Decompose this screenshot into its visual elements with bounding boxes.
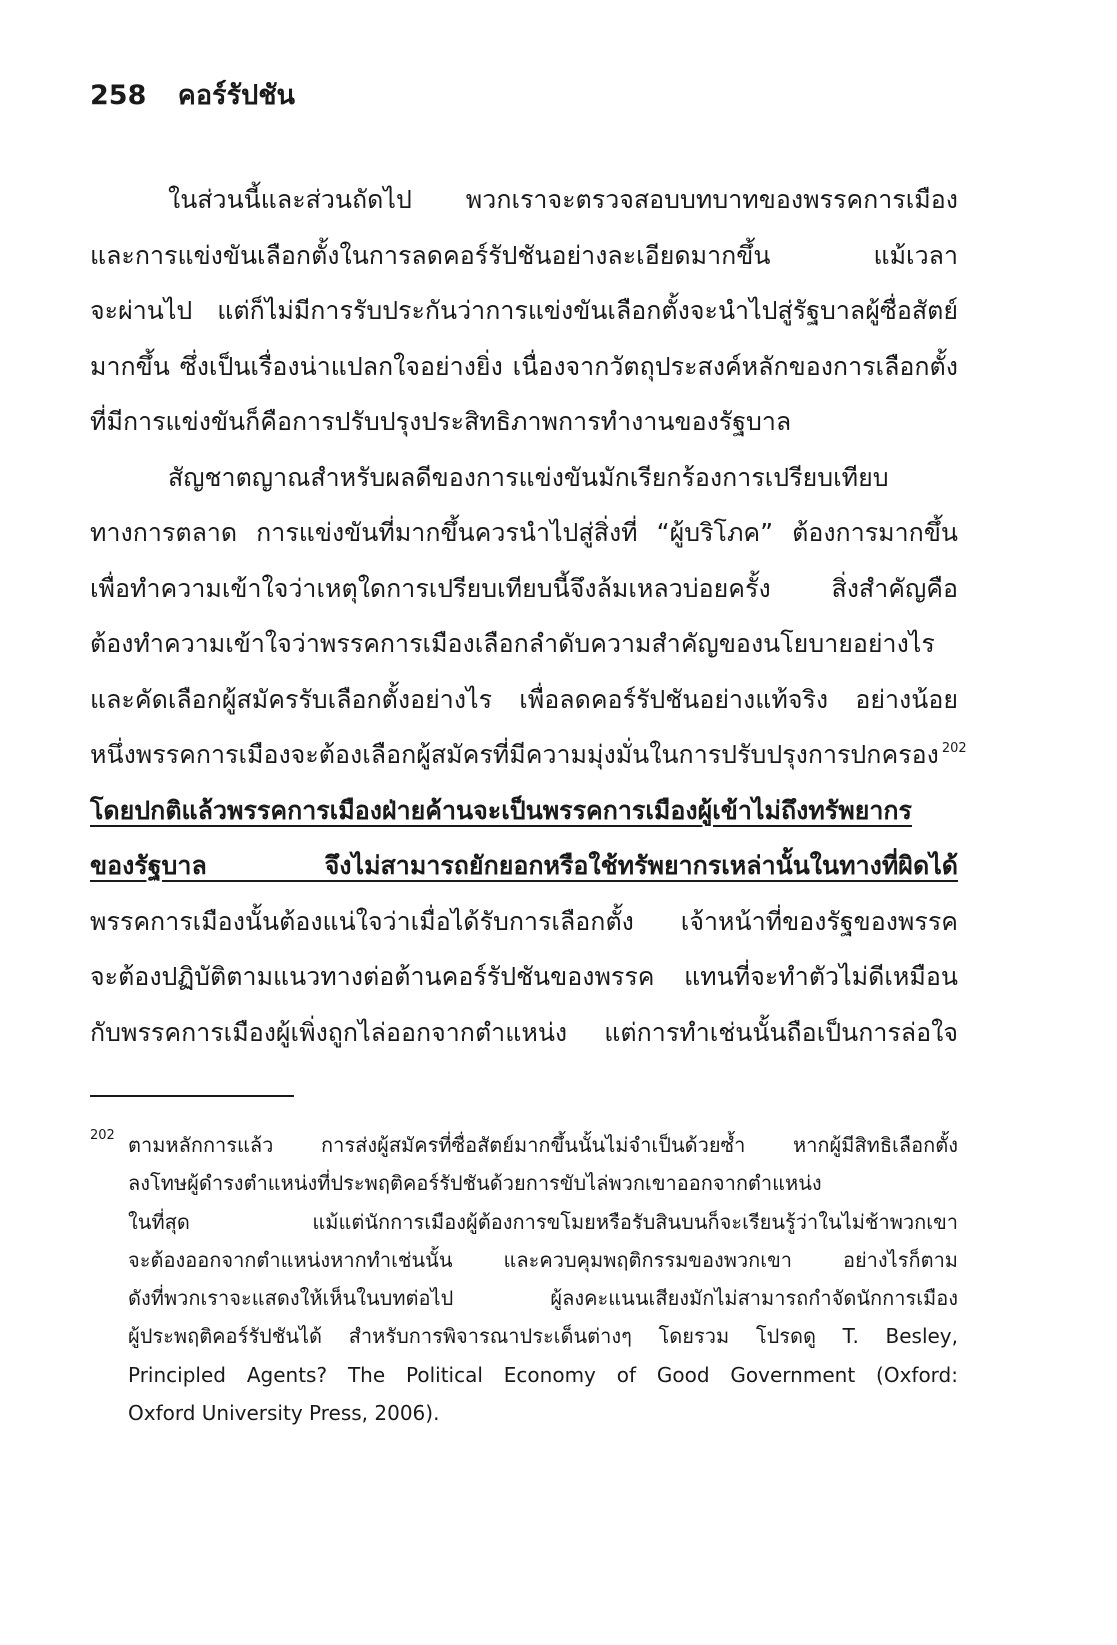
paragraph-line-text: หนึ่งพรรคการเมืองจะต้องเลือกผู้สมัครที่มีความมุ่งมั่นในการปรับปรุงการปกครอง — [90, 740, 939, 769]
footnote-divider — [90, 1095, 294, 1097]
running-title: คอร์รัปชัน — [177, 80, 295, 111]
footnote-line: ดังที่พวกเราจะแสดงให้เห็นในบทต่อไป ผู้ลงคะแนนเสียงมักไม่สามารถกำจัดนักการเมือง — [128, 1286, 958, 1311]
paragraph-line: ในส่วนนี้และส่วนถัดไป พวกเราจะตรวจสอบบทบาทของพรรคการเมือง — [168, 185, 958, 214]
paragraph-line: และการแข่งขันเลือกตั้งในการลดคอร์รัปชันอย่างละเอียดมากขึ้น แม้เวลา — [90, 240, 958, 270]
paragraph-line: และคัดเลือกผู้สมัครรับเลือกตั้งอย่างไร เพื่อลดคอร์รัปชันอย่างแท้จริง อย่างน้อย — [90, 684, 958, 714]
emphasized-line: โดยปกติแล้วพรรคการเมืองฝ่ายค้านจะเป็นพรรคการเมืองผู้เข้าไม่ถึงทรัพยากร — [90, 795, 912, 825]
emphasized-line: ของรัฐบาล จึงไม่สามารถยักยอกหรือใช้ทรัพยากรเหล่านั้นในทางที่ผิดได้ — [90, 851, 958, 880]
paragraph-line — [90, 727, 967, 783]
footnote-line: ลงโทษผู้ดำรงตำแหน่งที่ประพฤติคอร์รัปชันด้วยการขับไล่พวกเขาออกจากตำแหน่ง — [128, 1171, 822, 1196]
paragraph-line: จะผ่านไป แต่ก็ไม่มีการรับประกันว่าการแข่งขันเลือกตั้งจะนำไปสู่รัฐบาลผู้ซื่อสัตย์ — [90, 296, 958, 325]
paragraph-line: มากขึ้น ซึ่งเป็นเรื่องน่าแปลกใจอย่างยิ่ง เนื่องจากวัตถุประสงค์หลักของการเลือกตั้ง — [90, 351, 958, 381]
footnote-reference: 202 — [941, 741, 967, 756]
paragraph-line: ที่มีการแข่งขันก็คือการปรับปรุงประสิทธิภาพการทำงานของรัฐบาล — [90, 407, 792, 436]
footnote-line: Oxford University Press, 2006). — [128, 1401, 440, 1426]
paragraph-line: สัญชาตญาณสำหรับผลดีของการแข่งขันมักเรียกร้องการเปรียบเทียบ — [168, 462, 889, 492]
footnote-text — [128, 1126, 958, 1432]
footnote-line: ผู้ประพฤติคอร์รัปชันได้ สำหรับการพิจารณาประเด็นต่างๆ โดยรวม โปรดดู T. Besley, — [128, 1324, 958, 1349]
running-header — [90, 78, 295, 114]
paragraph-line: กับพรรคการเมืองผู้เพิ่งถูกไล่ออกจากตำแหน่ง แต่การทำเช่นนั้นถือเป็นการล่อใจ — [90, 1017, 958, 1047]
footnote-number: 202 — [90, 1128, 115, 1143]
page-number: 258 — [90, 80, 147, 111]
paragraph-line: ทางการตลาด การแข่งขันที่มากขึ้นควรนำไปสู่สิ่งที่ “ผู้บริโภค” ต้องการมากขึ้น — [90, 518, 958, 547]
footnote-line: ตามหลักการแล้ว การส่งผู้สมัครที่ซื่อสัตย์มากขึ้นนั้นไม่จำเป็นด้วยซ้ำ หากผู้มีสิทธิเลือกตั้ง — [128, 1133, 958, 1157]
footnote-line: ในที่สุด แม้แต่นักการเมืองผู้ต้องการขโมยหรือรับสินบนก็จะเรียนรู้ว่าในไม่ช้าพวกเขา — [128, 1209, 958, 1234]
paragraph-line: เพื่อทำความเข้าใจว่าเหตุใดการเปรียบเทียบนี้จึงล้มเหลวบ่อยครั้ง สิ่งสำคัญคือ — [90, 573, 958, 603]
footnote-line: Principled Agents? The Political Economy of Good Government (Oxford: — [128, 1362, 958, 1387]
paragraph-line: จะต้องปฏิบัติตามแนวทางต่อต้านคอร์รัปชันของพรรค แทนที่จะทำตัวไม่ดีเหมือน — [90, 962, 958, 991]
footnote-line: จะต้องออกจากตำแหน่งหากทำเช่นนั้น และควบคุมพฤติกรรมของพวกเขา อย่างไรก็ตาม — [128, 1247, 958, 1272]
paragraph-line: พรรคการเมืองนั้นต้องแน่ใจว่าเมื่อได้รับการเลือกตั้ง เจ้าหน้าที่ของรัฐของพรรค — [90, 906, 958, 936]
paragraph-line: ต้องทำความเข้าใจว่าพรรคการเมืองเลือกลำดับความสำคัญของนโยบายอย่างไร — [90, 629, 935, 658]
body-text — [90, 172, 967, 1060]
